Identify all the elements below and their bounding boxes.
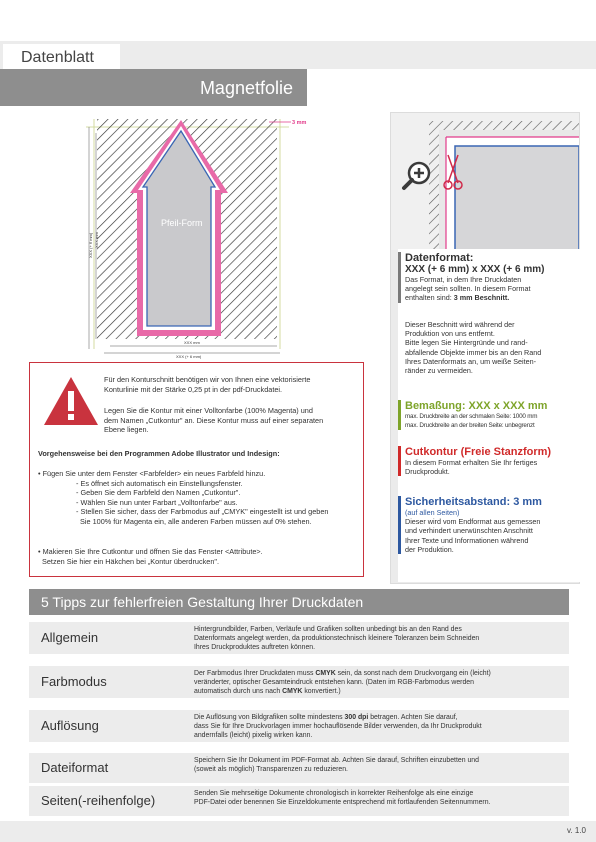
warning-para-1 bbox=[104, 375, 310, 394]
step-1a: - Es öffnet sich automatisch ein Einstellungsfenster. bbox=[76, 478, 243, 488]
step-1e: Sie 100% für Magenta ein, alle anderen Farben müssen auf 0% stehen. bbox=[80, 516, 312, 526]
measure-text-1: max. Druckbreite an der schmalen Seite: 1000 mm bbox=[405, 413, 538, 420]
tip-line: Datenformats angelegt werden, da produktionstechnisch kleinere Toleranzen beim Schneiden bbox=[194, 635, 480, 643]
bleed-text-3: abfallende Objekte immer bis an den Rand bbox=[405, 347, 542, 357]
width-bleed-label: XXX (+ 6 mm) bbox=[176, 354, 202, 359]
tip-head: Dateiformat bbox=[41, 760, 109, 775]
tip-line: Ihres Druckproduktes auftreten können. bbox=[194, 644, 316, 652]
tip-row-aufloesung bbox=[29, 710, 569, 742]
bleed-info-block bbox=[401, 320, 580, 375]
measure-block bbox=[398, 400, 580, 430]
tip-line bbox=[194, 687, 564, 696]
tip-line: PDF-Datei oder benennen Sie Einzeldokumente entsprechend mit fortlaufenden Seitennummern. bbox=[194, 799, 491, 807]
tip-span: Der Farbmodus Ihrer Druckdaten muss bbox=[194, 670, 316, 677]
warning-p1-l1: Für den Konturschnitt benötigen wir von Ihnen eine vektorisierte bbox=[104, 375, 311, 384]
safety-text-2: Ihrer Texte und Informationen während bbox=[405, 535, 529, 545]
safety-text-0: Dieser wird vom Endformat aus gemessen bbox=[405, 517, 541, 527]
height-bleed-label: XXX (+ 6 mm) bbox=[88, 232, 93, 258]
safety-text-1: und verhindert unerwünschten Anschnitt bbox=[405, 526, 533, 536]
format-text-3a: enthalten sind: bbox=[405, 293, 452, 303]
tip-head: Farbmodus bbox=[41, 674, 107, 689]
corner-detail-zoom bbox=[391, 113, 579, 250]
contour-text-1: In diesem Format erhalten Sie Ihr fertiges bbox=[405, 458, 538, 467]
safety-text-3: der Produktion. bbox=[405, 544, 454, 554]
warning-p2-l3: Ebene liegen. bbox=[104, 425, 149, 435]
format-text-1: Das Format, in dem Ihre Druckdaten bbox=[405, 275, 522, 284]
tip-text bbox=[194, 669, 564, 697]
version-label: v. 1.0 bbox=[567, 826, 586, 835]
tip-row-allgemein bbox=[29, 622, 569, 654]
format-block bbox=[398, 252, 580, 303]
tip-bold: CMYK bbox=[282, 688, 303, 696]
tip-row-seitenreihenfolge bbox=[29, 786, 569, 816]
warning-para-2 bbox=[104, 406, 323, 435]
tip-text bbox=[194, 713, 564, 741]
tips-title: 5 Tipps zur fehlerfreien Gestaltung Ihrer Druckdaten bbox=[29, 589, 569, 615]
step-1d: - Stellen Sie sicher, dass der Farbmodus auf „CMYK" eingestellt ist und geben bbox=[76, 507, 329, 517]
tip-row-farbmodus bbox=[29, 666, 569, 698]
format-title: Datenformat: bbox=[405, 252, 474, 264]
step-1c: - Wählen Sie nun unter Farbart „Volltonfarbe" aus. bbox=[76, 497, 238, 507]
contour-warning-box bbox=[29, 362, 364, 577]
format-text-bold: 3 mm Beschnitt. bbox=[453, 293, 510, 303]
warning-p2-l1: Legen Sie die Kontur mit einer Volltonfarbe (100% Magenta) und bbox=[104, 406, 313, 415]
bleed-text-0: Dieser Beschnitt wird während der bbox=[405, 320, 515, 329]
step-1: • Fügen Sie unter dem Fenster <Farbfelder> ein neues Farbfeld hinzu. bbox=[38, 469, 266, 478]
tip-line: Senden Sie mehrseitige Dokumente chronologisch in korrekter Reihenfolge als eine einzige bbox=[194, 790, 474, 797]
safety-sub: (auf allen Seiten) bbox=[405, 508, 460, 517]
tip-span: betragen. Achten Sie darauf, bbox=[368, 714, 458, 721]
tip-text bbox=[194, 789, 564, 807]
procedure-title-text: Vorgehensweise bei den Programmen Adobe Illustrator und Indesign: bbox=[38, 449, 280, 458]
tip-span: automatisch durch uns nach bbox=[194, 688, 283, 696]
warning-p1-l2: Konturlinie mit der Stärke 0,25 pt in der pdf-Druckdatei. bbox=[104, 384, 283, 394]
format-text-3 bbox=[401, 293, 580, 302]
width-label: XXX mm bbox=[184, 340, 200, 345]
product-title: Magnetfolie bbox=[0, 69, 307, 106]
arrow-shape-diagram bbox=[84, 113, 320, 360]
tip-line: (soweit als möglich) Transparenzen zu reduzieren. bbox=[194, 766, 348, 774]
tip-span: konvertiert.) bbox=[302, 688, 341, 696]
shape-label: Pfeil-Form bbox=[161, 218, 203, 228]
format-sub: XXX (+ 6 mm) x XXX (+ 6 mm) bbox=[405, 264, 545, 275]
tip-span: sein, da sonst nach dem Druckvorgang ein (leicht) bbox=[335, 670, 491, 677]
bleed-text-2: Bitte legen Sie Hintergründe und rand- bbox=[405, 338, 528, 348]
tip-line bbox=[194, 713, 564, 722]
tip-line: dass Sie für Ihre Druckvorlagen immer hochauflösende Bilder verwenden, da Ihr Druckprodukt bbox=[194, 723, 482, 731]
tip-span: Die Auflösung von Bildgrafiken sollte mindestens bbox=[194, 714, 345, 721]
tip-text bbox=[194, 756, 564, 774]
tip-text bbox=[194, 625, 564, 653]
procedure-steps-2 bbox=[38, 547, 263, 566]
step-2a: Setzen Sie hier ein Häkchen bei „Kontur überdrucken". bbox=[42, 556, 220, 566]
bleed-text-5: ränder zu vermeiden. bbox=[405, 366, 473, 376]
tip-head: Allgemein bbox=[41, 630, 99, 645]
step-1b: - Geben Sie dem Farbfeld den Namen „Cutkontur". bbox=[76, 488, 241, 498]
contour-text-2: Druckprodukt. bbox=[405, 467, 450, 477]
height-label: XXX mm bbox=[94, 232, 99, 248]
bleed-label: 3 mm bbox=[292, 120, 307, 126]
tip-head: Seiten(-reihenfolge) bbox=[41, 793, 156, 808]
contour-title: Cutkontur (Freie Stanzform) bbox=[405, 446, 552, 458]
tip-line: andernfalls (leicht) pixelig wirken kann. bbox=[194, 732, 313, 740]
procedure-steps bbox=[38, 469, 328, 527]
format-text-2: angelegt sein sollten. In diesem Format bbox=[405, 284, 531, 294]
datenblatt-tab: Datenblatt bbox=[3, 44, 120, 69]
tip-line bbox=[194, 669, 564, 678]
contour-block bbox=[398, 446, 580, 476]
measure-text-2: max. Druckbreite an der breiten Seite: unbegrenzt bbox=[405, 422, 535, 430]
step-2: • Makieren Sie Ihre Cutkontur und öffnen Sie das Fenster <Attribute>. bbox=[38, 547, 263, 556]
measure-title: Bemaßung: XXX x XXX mm bbox=[405, 400, 548, 412]
tip-line: Speichern Sie Ihr Dokument im PDF-Format ab. Achten Sie darauf, Schriften einzubetten und bbox=[194, 757, 479, 764]
bleed-text-1: Produktion von uns entfernt. bbox=[405, 329, 495, 339]
info-card bbox=[398, 249, 580, 582]
procedure-title bbox=[38, 449, 280, 459]
tip-head: Auflösung bbox=[41, 718, 99, 733]
tip-line: veränderter, optischer Gesamteindruck entstehen kann. (Daten im RGB-Farbmodus werden bbox=[194, 679, 474, 687]
warning-p2-l2: dem Namen „Cutkontur" an. Diese Kontur muss auf einer separaten bbox=[104, 415, 324, 425]
safety-title: Sicherheitsabstand: 3 mm bbox=[405, 496, 542, 508]
footer-bar bbox=[0, 821, 596, 842]
tip-bold: CMYK bbox=[315, 670, 336, 677]
tip-row-dateiformat bbox=[29, 753, 569, 783]
bleed-text-4: Ihres Datenformats an, um weiße Seiten- bbox=[405, 356, 537, 366]
tip-bold: 300 dpi bbox=[344, 714, 369, 721]
tip-line: Hintergrundbilder, Farben, Verläufe und Grafiken sollten unbedingt bis an den Rand des bbox=[194, 626, 462, 633]
warning-icon bbox=[42, 375, 100, 427]
safety-block bbox=[398, 496, 580, 554]
